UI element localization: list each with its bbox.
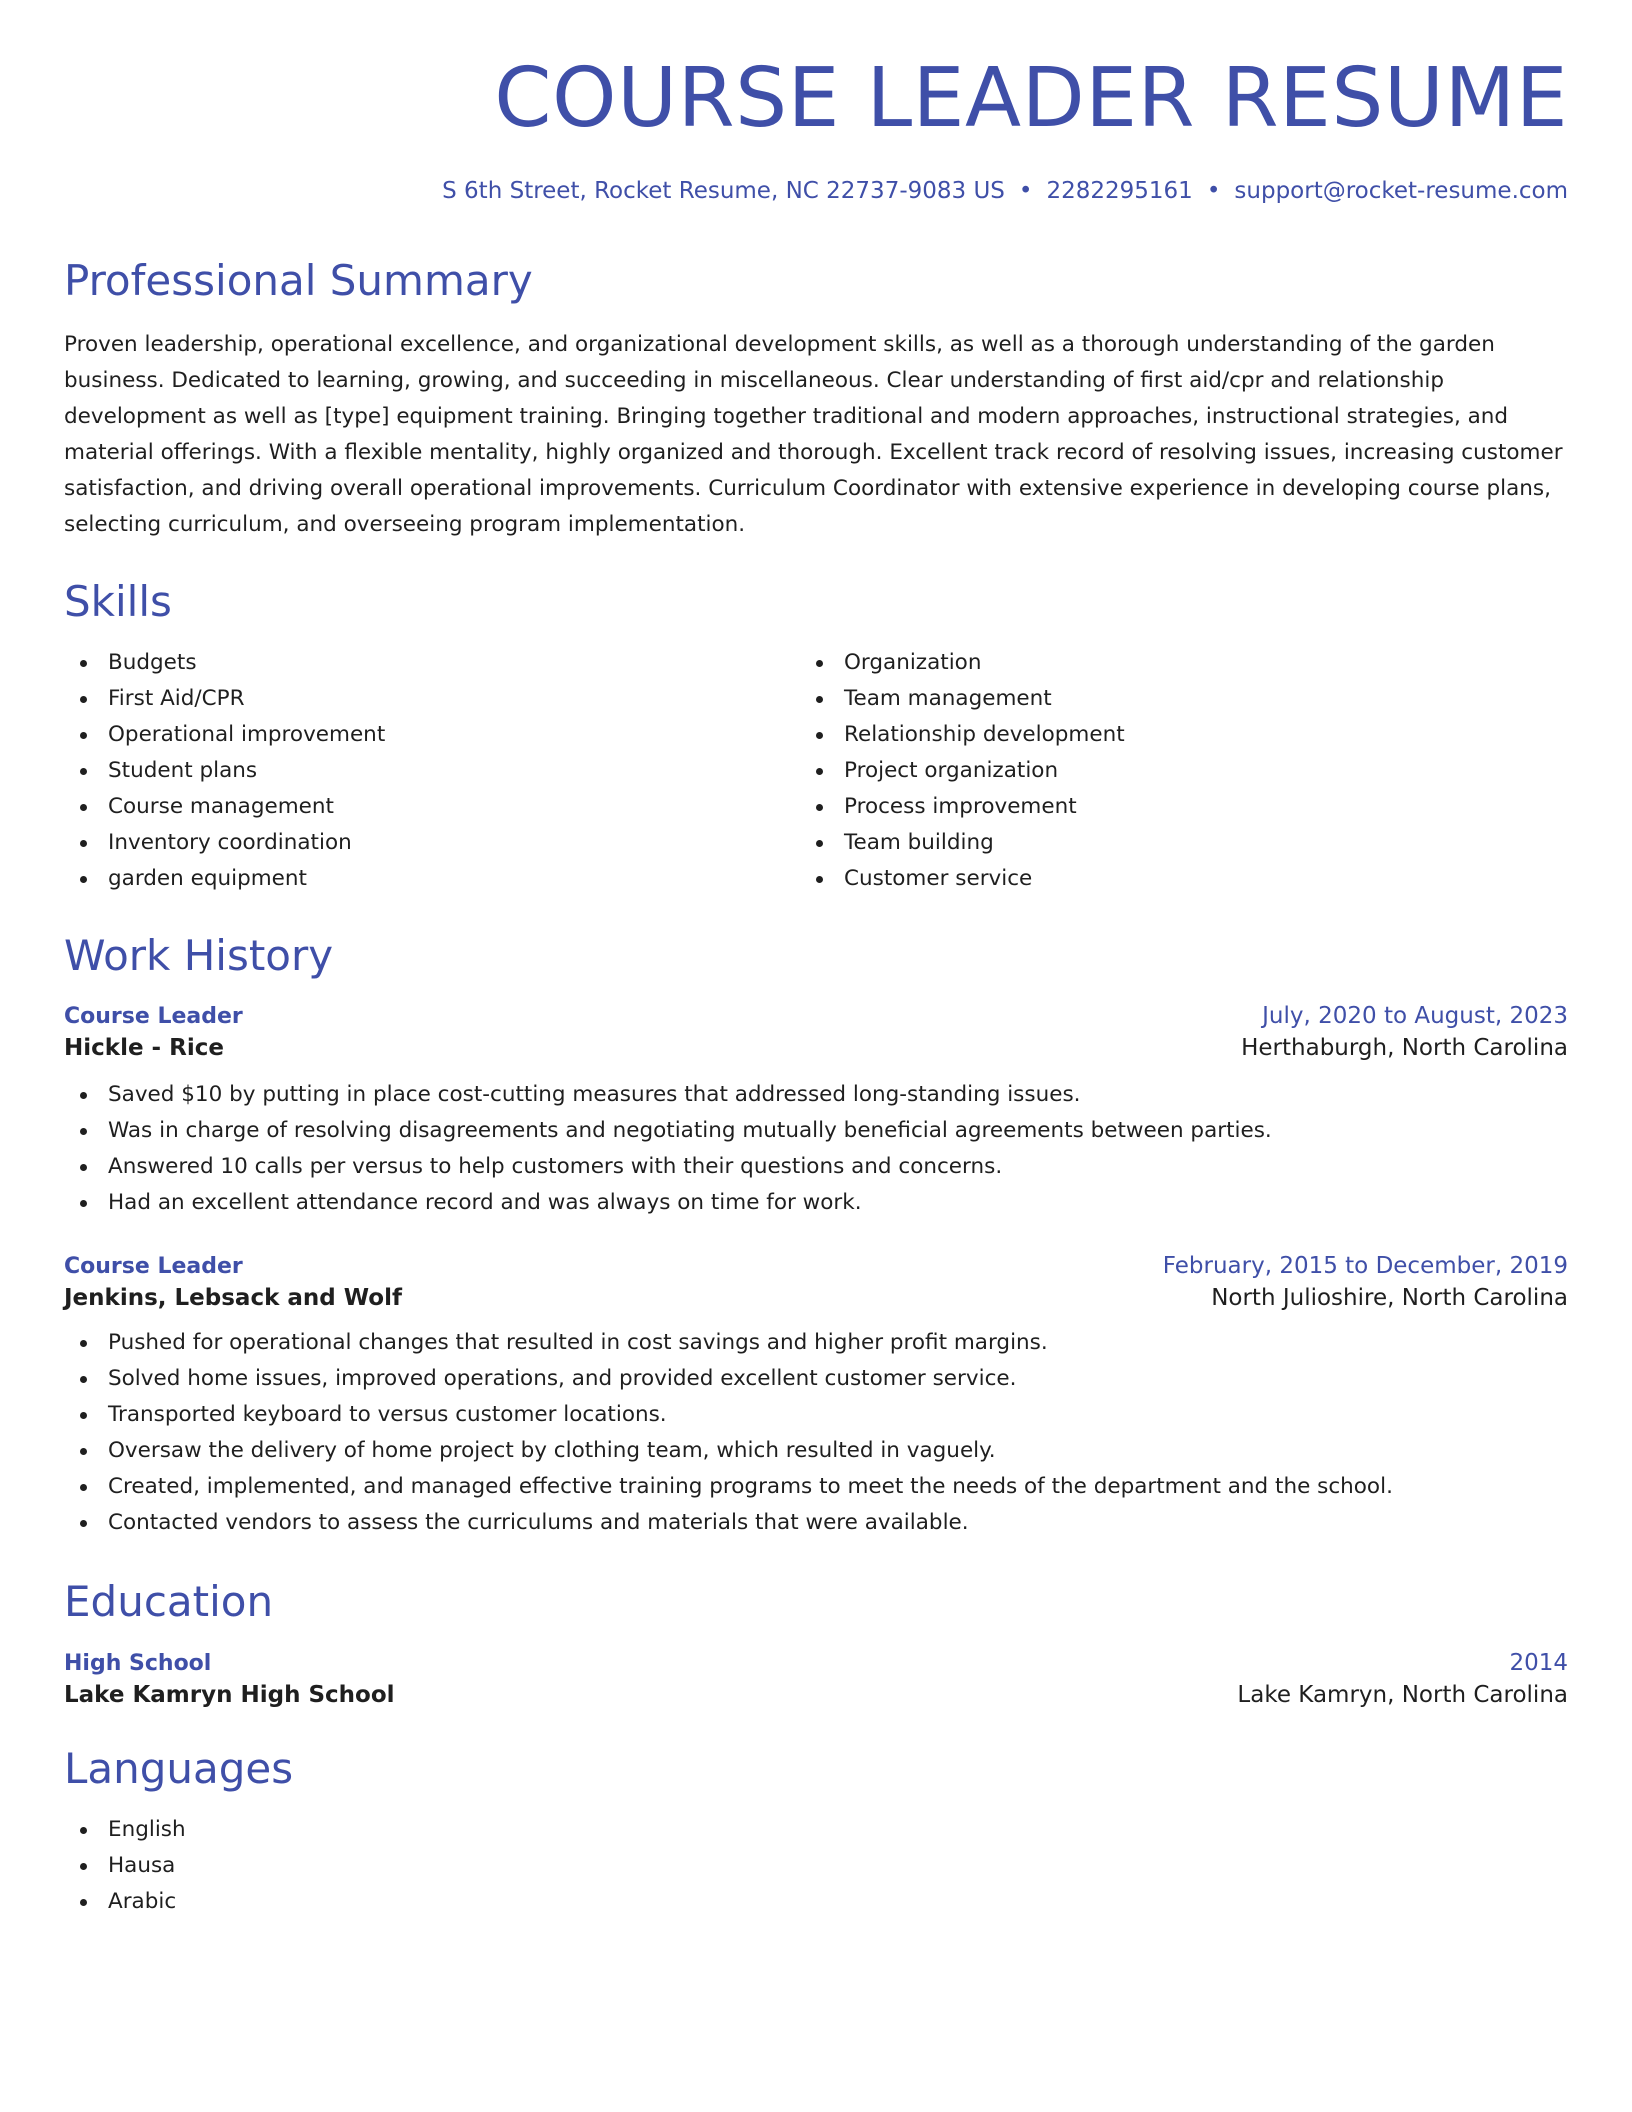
job-header-row: [64, 1003, 1568, 1029]
job-company-row: [64, 1035, 1568, 1061]
job-bullets: [64, 1325, 1568, 1541]
work-history-section: [64, 931, 1568, 1541]
job-entry: [64, 1253, 1568, 1541]
skills-list-right: [800, 645, 1536, 897]
languages-heading: Languages: [64, 1743, 294, 1793]
skills-section: [64, 577, 1568, 897]
job-bullet: Saved $10 by putting in place cost-cutting measures that addressed long-standing issues.: [64, 1077, 1568, 1113]
contact-phone: 2282295161: [1046, 178, 1193, 205]
skills-column-left: [64, 645, 800, 897]
skills-heading: Skills: [64, 576, 172, 626]
education-location: Lake Kamryn, North Carolina: [1237, 1681, 1568, 1708]
summary-section: [64, 256, 1568, 542]
skill-item: Relationship development: [800, 717, 1536, 753]
languages-section: [64, 1744, 1568, 1920]
job-location: Herthaburgh, North Carolina: [1241, 1035, 1568, 1062]
education-header-row: [64, 1650, 1568, 1676]
contact-address: S 6th Street, Rocket Resume, NC 22737-9083 US: [442, 178, 1005, 205]
skill-item: Budgets: [64, 645, 800, 681]
contact-line: [64, 178, 1568, 204]
job-company-row: [64, 1285, 1568, 1311]
job-header-row: [64, 1253, 1568, 1279]
skill-item: Project organization: [800, 753, 1536, 789]
job-bullets: [64, 1077, 1568, 1221]
skills-column-right: [800, 645, 1536, 897]
language-item: Hausa: [64, 1848, 1568, 1884]
education-degree: High School: [64, 1650, 212, 1676]
skill-item: Student plans: [64, 753, 800, 789]
summary-heading: Professional Summary: [64, 256, 533, 306]
job-dates: February, 2015 to December, 2019: [1162, 1253, 1568, 1280]
job-location: North Julioshire, North Carolina: [1211, 1285, 1568, 1312]
job-bullet: Transported keyboard to versus customer locations.: [64, 1397, 1568, 1433]
resume-title: COURSE LEADER RESUME: [494, 51, 1568, 146]
job-company: Jenkins, Lebsack and Wolf: [64, 1285, 402, 1312]
skill-item: Process improvement: [800, 789, 1536, 825]
contact-separator: •: [1206, 178, 1221, 205]
skill-item: Operational improvement: [64, 717, 800, 753]
education-school-row: [64, 1682, 1568, 1708]
education-year: 2014: [1509, 1649, 1568, 1676]
language-item: English: [64, 1812, 1568, 1848]
education-school: Lake Kamryn High School: [64, 1681, 395, 1708]
job-bullet: Oversaw the delivery of home project by clothing team, which resulted in vaguely.: [64, 1433, 1568, 1469]
job-title: Course Leader: [64, 1254, 243, 1280]
skill-item: garden equipment: [64, 861, 800, 897]
contact-separator: •: [1018, 178, 1033, 205]
work-history-heading: Work History: [64, 931, 334, 981]
skill-item: Inventory coordination: [64, 825, 800, 861]
skill-item: First Aid/CPR: [64, 681, 800, 717]
skill-item: Organization: [800, 645, 1536, 681]
job-bullet: Contacted vendors to assess the curriculums and materials that were available.: [64, 1505, 1568, 1541]
languages-list: [64, 1812, 1568, 1920]
contact-email[interactable]: support@rocket-resume.com: [1234, 178, 1568, 205]
job-entry: [64, 1003, 1568, 1221]
skill-item: Team management: [800, 681, 1536, 717]
summary-text: Proven leadership, operational excellence, and organizational development skills, as well as a thorough understanding of the garden business. Dedicated to learning, growing, and succeeding in miscellaneous. Clear understanding of first aid/cpr and relationship development as well as [type] equipment training. Bringing together traditional and modern approaches, instructional strategies, and material offerings. With a flexible mentality, highly organized and thorough. Excellent track record of resolving issues, increasing customer satisfaction, and driving overall operational improvements. Curriculum Coordinator with extensive experience in developing course plans, selecting curriculum, and overseeing program implementation.: [64, 331, 1563, 537]
language-item: Arabic: [64, 1884, 1568, 1920]
job-dates: July, 2020 to August, 2023: [1262, 1003, 1568, 1030]
job-bullet: Created, implemented, and managed effective training programs to meet the needs of the department and the school.: [64, 1469, 1568, 1505]
job-bullet: Pushed for operational changes that resulted in cost savings and higher profit margins.: [64, 1325, 1568, 1361]
skill-item: Team building: [800, 825, 1536, 861]
job-bullet: Solved home issues, improved operations, and provided excellent customer service.: [64, 1361, 1568, 1397]
skills-list-left: [64, 645, 800, 897]
education-heading: Education: [64, 1577, 274, 1627]
job-bullet: Had an excellent attendance record and was always on time for work.: [64, 1185, 1568, 1221]
skill-item: Customer service: [800, 861, 1536, 897]
job-bullet: Was in charge of resolving disagreements and negotiating mutually beneficial agreements between parties.: [64, 1113, 1568, 1149]
job-bullet: Answered 10 calls per versus to help customers with their questions and concerns.: [64, 1149, 1568, 1185]
job-title: Course Leader: [64, 1004, 243, 1030]
skill-item: Course management: [64, 789, 800, 825]
education-section: [64, 1577, 1568, 1707]
skills-grid: [64, 645, 1568, 897]
job-company: Hickle - Rice: [64, 1035, 224, 1062]
